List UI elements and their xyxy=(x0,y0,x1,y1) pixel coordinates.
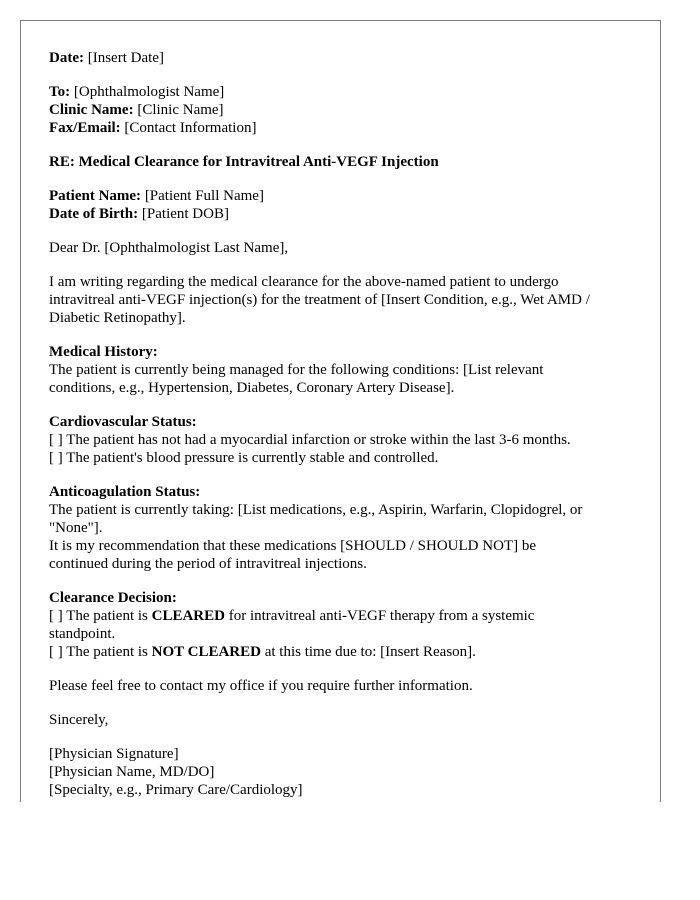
closing-text: Please feel free to contact my office if you require further information. xyxy=(49,678,473,694)
physician-signature: [Physician Signature] xyxy=(49,746,179,762)
salutation xyxy=(49,239,639,257)
patient-name-value: [Patient Full Name] xyxy=(144,188,264,204)
clearance-section xyxy=(49,589,639,661)
letter-page xyxy=(20,20,661,802)
cardiovascular-section xyxy=(49,413,639,467)
cardiovascular-heading: Cardiovascular Status: xyxy=(49,414,197,430)
clinic-label: Clinic Name: xyxy=(49,102,134,118)
recipient-block xyxy=(49,83,639,137)
re-block xyxy=(49,153,639,171)
medical-history-section xyxy=(49,343,639,397)
dob-line xyxy=(49,205,639,223)
cardiovascular-item-mi-stroke: [ ] The patient has not had a myocardial infarction or stroke within the last 3-6 months. xyxy=(49,432,571,448)
clearance-heading: Clearance Decision: xyxy=(49,590,177,606)
to-line xyxy=(49,83,639,101)
clearance-item-cleared xyxy=(49,607,639,625)
medical-history-line: The patient is currently being managed for the following conditions: [List relevant xyxy=(49,362,544,378)
anticoagulation-line: "None"]. xyxy=(49,520,103,536)
clearance-item-prefix: [ ] The patient is xyxy=(49,644,152,660)
patient-name-line xyxy=(49,187,639,205)
to-label: To: xyxy=(49,84,71,100)
signoff xyxy=(49,711,639,729)
fax-line xyxy=(49,119,639,137)
signature-block xyxy=(49,745,639,799)
dob-value: [Patient DOB] xyxy=(141,206,229,222)
intro-line: intravitreal anti-VEGF injection(s) for the treatment of [Insert Condition, e.g., Wet AMD / xyxy=(49,292,590,308)
medical-history-line: conditions, e.g., Hypertension, Diabetes, Coronary Artery Disease]. xyxy=(49,380,455,396)
not-cleared-emphasis: NOT CLEARED xyxy=(151,644,261,660)
medical-history-heading: Medical History: xyxy=(49,344,158,360)
anticoagulation-line: The patient is currently taking: [List medications, e.g., Aspirin, Warfarin, Clopidogrel, or xyxy=(49,502,583,518)
clearance-item-not-cleared xyxy=(49,643,639,661)
date-line xyxy=(49,49,639,67)
signoff-text: Sincerely, xyxy=(49,712,109,728)
patient-block xyxy=(49,187,639,223)
fax-label: Fax/Email: xyxy=(49,120,121,136)
to-value: [Ophthalmologist Name] xyxy=(73,84,225,100)
clearance-item-suffix: at this time due to: [Insert Reason]. xyxy=(260,644,476,660)
anticoagulation-heading: Anticoagulation Status: xyxy=(49,484,201,500)
intro-paragraph xyxy=(49,273,639,327)
cardiovascular-item-blood-pressure: [ ] The patient's blood pressure is currently stable and controlled. xyxy=(49,450,439,466)
clinic-line xyxy=(49,101,639,119)
clinic-value: [Clinic Name] xyxy=(137,102,224,118)
letter-content xyxy=(49,49,639,802)
dob-label: Date of Birth: xyxy=(49,206,139,222)
clearance-item-prefix: [ ] The patient is xyxy=(49,608,152,624)
date-block xyxy=(49,49,639,67)
clearance-item-suffix: for intravitreal anti-VEGF therapy from a systemic xyxy=(224,608,535,624)
intro-line: I am writing regarding the medical clearance for the above-named patient to undergo xyxy=(49,274,559,290)
clearance-item-cleared-continuation: standpoint. xyxy=(49,626,116,642)
anticoagulation-line: continued during the period of intravitreal injections. xyxy=(49,556,367,572)
date-label: Date: xyxy=(49,50,84,66)
physician-name: [Physician Name, MD/DO] xyxy=(49,764,215,780)
closing-paragraph xyxy=(49,677,639,695)
fax-value: [Contact Information] xyxy=(124,120,257,136)
anticoagulation-line: It is my recommendation that these medications [SHOULD / SHOULD NOT] be xyxy=(49,538,536,554)
re-line: RE: Medical Clearance for Intravitreal Anti-VEGF Injection xyxy=(49,154,439,170)
patient-name-label: Patient Name: xyxy=(49,188,142,204)
cleared-emphasis: CLEARED xyxy=(151,608,225,624)
date-value: [Insert Date] xyxy=(87,50,164,66)
anticoagulation-section xyxy=(49,483,639,573)
salutation-text: Dear Dr. [Ophthalmologist Last Name], xyxy=(49,240,289,256)
intro-line: Diabetic Retinopathy]. xyxy=(49,310,186,326)
physician-specialty: [Specialty, e.g., Primary Care/Cardiology] xyxy=(49,782,303,798)
